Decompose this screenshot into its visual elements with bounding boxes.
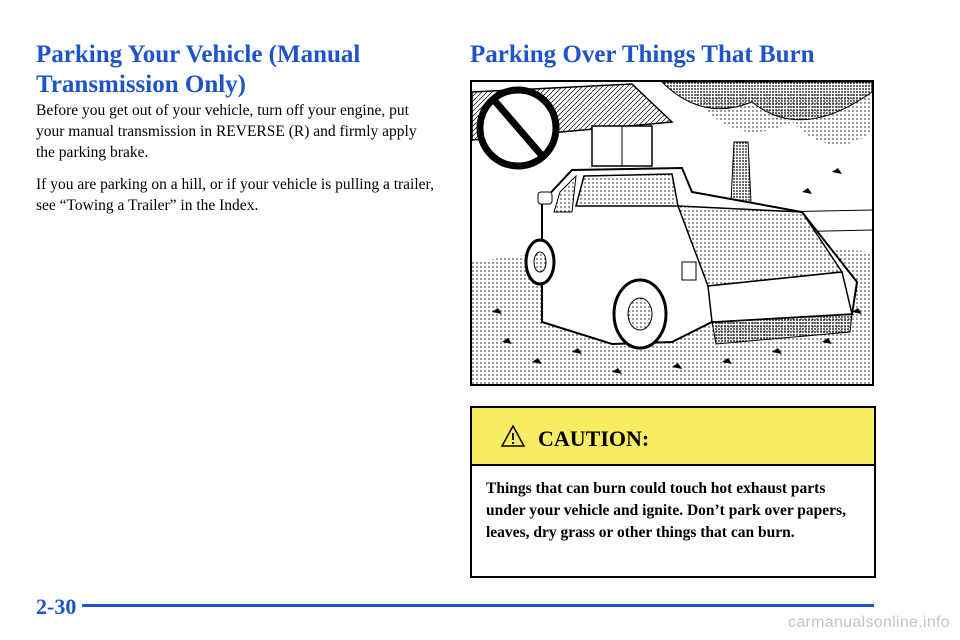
section-heading-parking-manual: Parking Your Vehicle (Manual Transmission Only) <box>36 41 361 98</box>
caution-title: CAUTION: <box>538 426 650 451</box>
section-heading-things-that-burn: Parking Over Things That Burn <box>470 41 815 68</box>
truck-leaves-drawing <box>472 82 872 384</box>
prohibited-sign-icon <box>480 90 556 166</box>
caution-box <box>470 406 876 578</box>
paragraph-hill-trailer: If you are parking on a hill, or if your vehicle is pulling a trailer, see “Towing a Trailer” in the Index. <box>36 176 434 214</box>
caution-header <box>472 408 874 466</box>
page-number: 2-30 <box>36 594 77 619</box>
truck-parked-on-leaves-illustration <box>470 80 874 386</box>
warning-triangle-icon <box>500 424 526 448</box>
paragraph-parking-steps: Before you get out of your vehicle, turn off your engine, put your manual transmission in REVERSE (R) and firmly apply the parking brake. <box>36 102 417 161</box>
watermark: carmanualsonline.info <box>788 614 950 631</box>
caution-text: Things that can burn could touch hot exhaust parts under your vehicle and ignite. Don’t park over papers, leaves, dry grass or other things that can burn. <box>486 480 846 541</box>
footer-rule <box>82 604 874 607</box>
